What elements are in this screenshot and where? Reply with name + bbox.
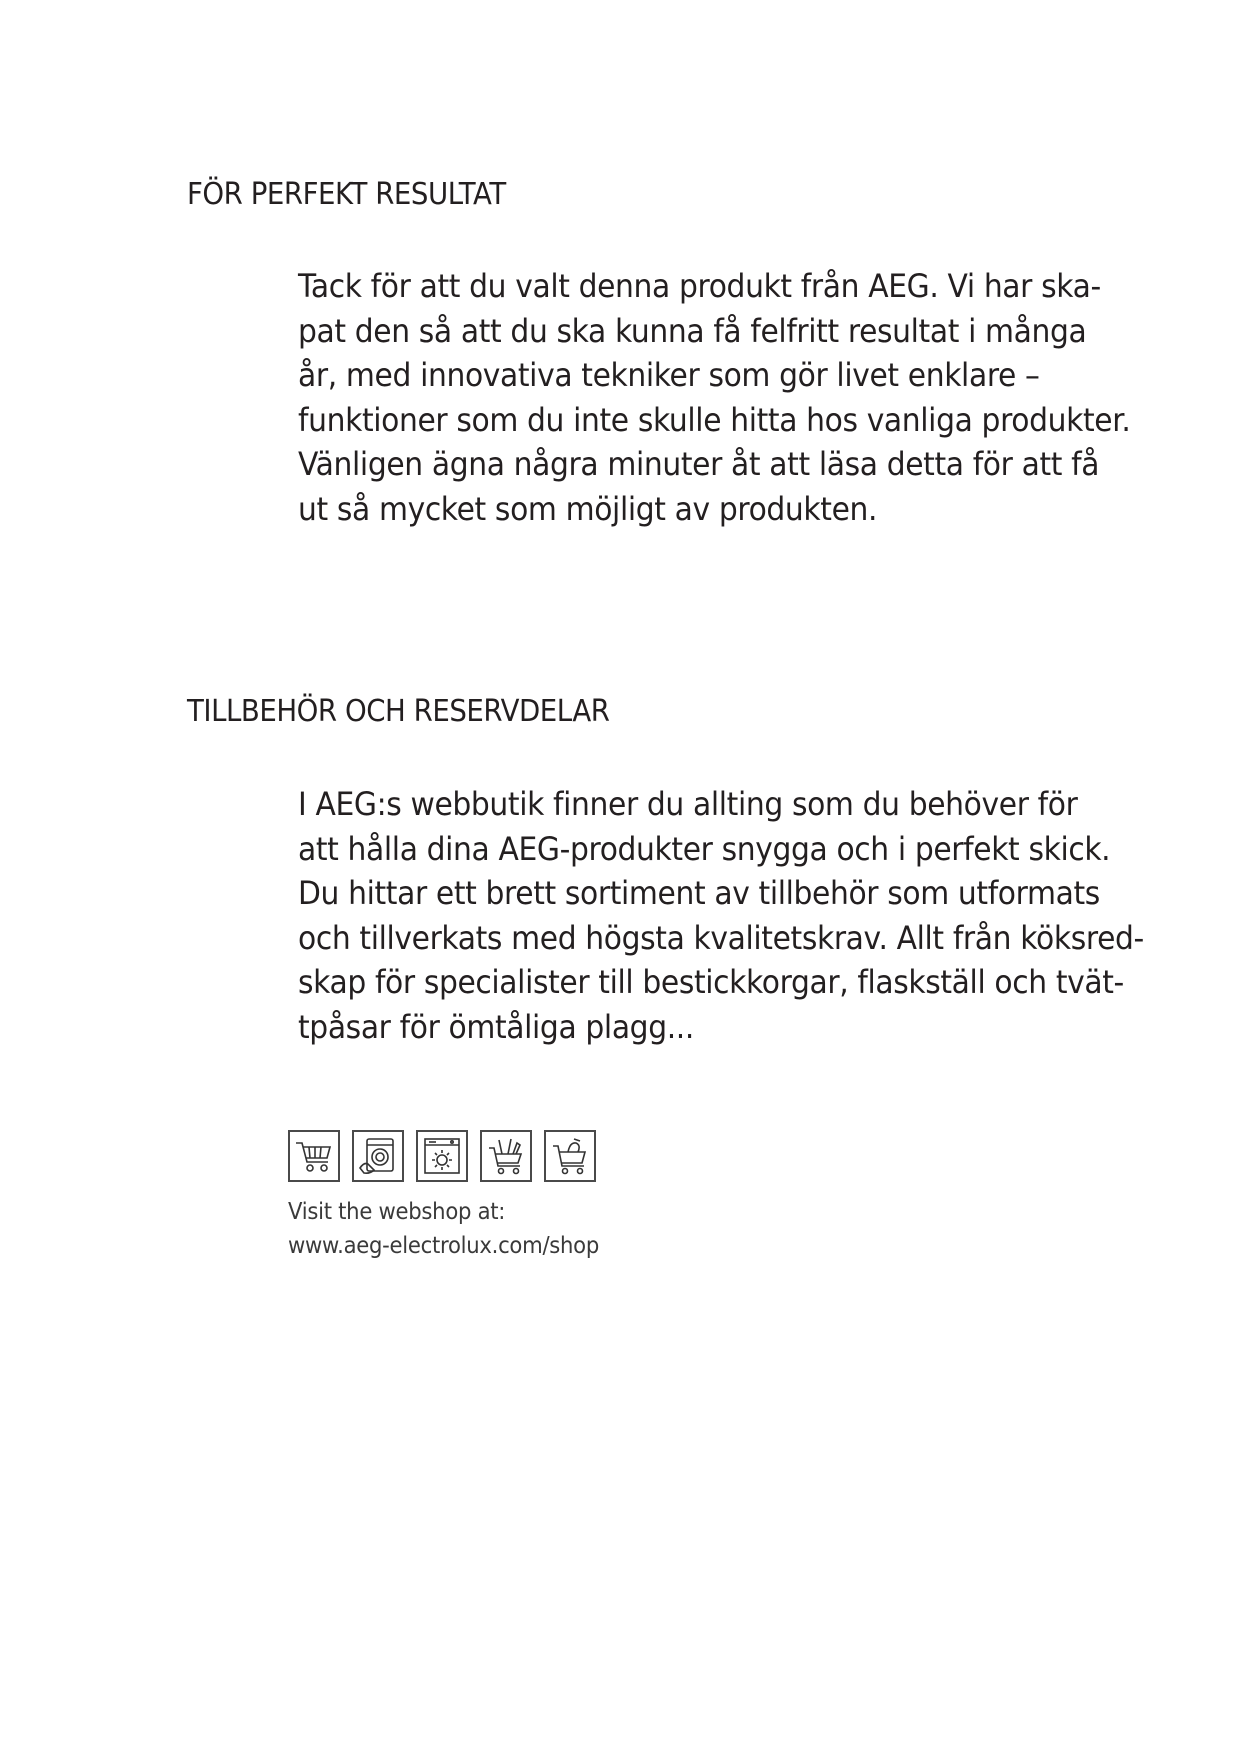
paragraph-line: att hålla dina AEG-produkter snygga och i perfekt skick. bbox=[298, 829, 1111, 868]
section-heading-perfect-result: FÖR PERFEKT RESULTAT bbox=[187, 177, 506, 212]
paragraph-line: ut så mycket som möjligt av produkten. bbox=[298, 489, 878, 528]
paragraph-line: Vänligen ägna några minuter åt att läsa detta för att få bbox=[298, 445, 1100, 484]
section-heading-accessories: TILLBEHÖR OCH RESERVDELAR bbox=[187, 694, 610, 729]
paragraph-line: Du hittar ett brett sortiment av tillbehör som utformats bbox=[298, 874, 1100, 913]
webshop-visit-label: Visit the webshop at: bbox=[288, 1199, 506, 1225]
washing-machine-icon bbox=[352, 1130, 404, 1182]
accessories-paragraph bbox=[298, 782, 1208, 1050]
cart-bag-icon bbox=[544, 1130, 596, 1182]
paragraph-line: I AEG:s webbutik finner du allting som du behöver för bbox=[298, 785, 1078, 823]
paragraph-line: Tack för att du valt denna produkt från AEG. Vi har ska- bbox=[298, 267, 1101, 305]
paragraph-line: pat den så att du ska kunna få felfritt resultat i många bbox=[298, 311, 1087, 350]
paragraph-line: och tillverkats med högsta kvalitetskrav. Allt från köksred- bbox=[298, 918, 1144, 957]
webshop-icon-row bbox=[288, 1130, 596, 1182]
shopping-cart-icon bbox=[288, 1130, 340, 1182]
paragraph-line: år, med innovativa tekniker som gör livet enklare – bbox=[298, 356, 1040, 395]
cart-tools-icon bbox=[480, 1130, 532, 1182]
paragraph-line: tpåsar för ömtåliga plagg... bbox=[298, 1007, 694, 1046]
intro-paragraph bbox=[298, 264, 1193, 532]
paragraph-line: skap för specialister till bestickkorgar, flaskställ och tvät- bbox=[298, 963, 1124, 1002]
webshop-info bbox=[288, 1195, 626, 1263]
paragraph-line: funktioner som du inte skulle hitta hos vanliga produkter. bbox=[298, 400, 1131, 439]
webshop-url[interactable]: www.aeg-electrolux.com/shop bbox=[288, 1233, 600, 1259]
dishwasher-gear-icon bbox=[416, 1130, 468, 1182]
